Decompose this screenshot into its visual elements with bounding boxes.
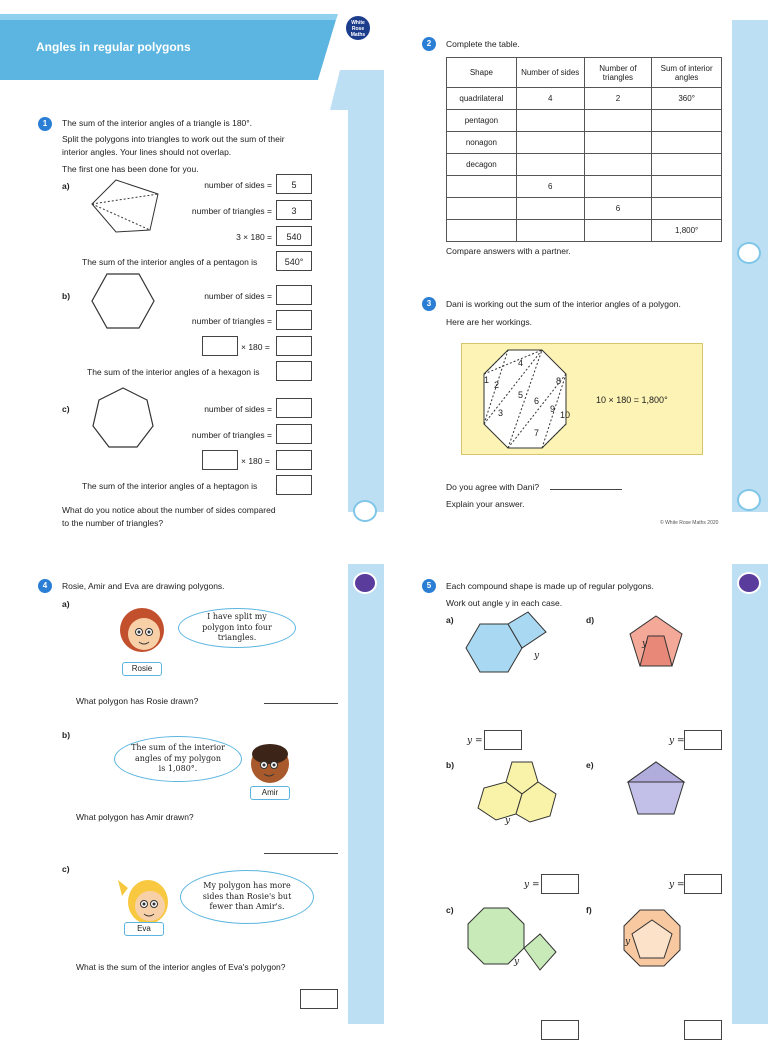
eva-name-tag: Eva	[124, 922, 164, 936]
amir-speech-bubble: The sum of the interior angles of my polygon is 1,080°.	[114, 736, 242, 782]
question-4-panel	[0, 512, 384, 1024]
three-pentagons-shape	[464, 760, 564, 830]
part-label: b)	[62, 730, 71, 740]
sides-label: number of sides =	[204, 291, 272, 301]
workings-number: 1	[484, 375, 490, 385]
table-cell[interactable]	[652, 198, 722, 220]
table-header: Number of triangles	[584, 58, 652, 88]
hexagon-shape	[90, 272, 156, 332]
table-cell[interactable]	[652, 154, 722, 176]
table-cell[interactable]	[516, 198, 584, 220]
sidebar-strip	[348, 110, 384, 512]
q5-intro-line: Work out angle y in each case.	[446, 598, 563, 608]
table-cell: 1,800°	[652, 220, 722, 242]
decagon-split-shape	[480, 348, 570, 452]
table-row	[447, 132, 722, 154]
table-cell[interactable]	[652, 110, 722, 132]
triangles-input[interactable]	[276, 424, 312, 444]
question-number: 2	[422, 37, 436, 51]
sidebar-strip	[348, 564, 384, 1024]
table-cell: quadrilateral	[447, 88, 517, 110]
part-label: e)	[586, 760, 594, 770]
copyright: © White Rose Maths 2020	[660, 520, 719, 526]
polygon-table	[446, 57, 722, 242]
part-label: a)	[62, 599, 70, 609]
table-cell[interactable]	[584, 220, 652, 242]
angle-b-input[interactable]	[541, 874, 579, 894]
table-header: Shape	[447, 58, 517, 88]
q3-intro-line: Dani is working out the sum of the interior angles of a polygon.	[446, 299, 681, 309]
calc-answer: 540	[276, 226, 312, 246]
q4-intro: Rosie, Amir and Eva are drawing polygons.	[62, 581, 225, 591]
pentagon-triangle-shape	[626, 612, 686, 672]
angle-y-label: y	[514, 957, 520, 967]
eva-speech-bubble: My polygon has more sides than Rosie's but fewer than Amir's.	[180, 870, 314, 924]
multiplier-input[interactable]	[202, 336, 238, 356]
sum-input[interactable]	[276, 361, 312, 381]
q5-intro-line: Each compound shape is made up of regular polygons.	[446, 581, 654, 591]
eq-label: y =	[524, 880, 540, 890]
amir-question: What polygon has Amir drawn?	[76, 812, 194, 822]
rosie-speech-bubble: I have split my polygon into four triangles.	[178, 608, 296, 648]
table-cell: decagon	[447, 154, 517, 176]
angle-e-input[interactable]	[684, 874, 722, 894]
notice-line: to the number of triangles?	[62, 518, 164, 528]
part-label: b)	[62, 291, 71, 301]
rosie-answer-line[interactable]	[264, 703, 338, 704]
workings-number: 3	[498, 408, 504, 418]
agree-question: Do you agree with Dani?	[446, 482, 540, 492]
table-row	[447, 176, 722, 198]
table-header: Sum of interior angles	[652, 58, 722, 88]
table-cell[interactable]	[584, 110, 652, 132]
triangles-label: number of triangles =	[191, 430, 272, 440]
sides-label: number of sides =	[204, 180, 272, 190]
question-number: 1	[38, 117, 52, 131]
table-cell: 2	[584, 88, 652, 110]
workings-equation: 10 × 180 = 1,800°	[596, 395, 668, 405]
times-label: × 180 =	[241, 342, 270, 352]
sides-label: number of sides =	[204, 404, 272, 414]
table-header: Number of sides	[516, 58, 584, 88]
sides-input[interactable]	[276, 285, 312, 305]
triangles-label: number of triangles =	[191, 316, 272, 326]
eq-label: y =	[669, 880, 685, 890]
q2-prompt: Complete the table.	[446, 39, 520, 49]
white-rose-logo: White Rose Maths	[344, 14, 372, 42]
part-label: b)	[446, 760, 455, 770]
table-cell: 6	[516, 176, 584, 198]
question-number: 3	[422, 297, 436, 311]
reason-icon	[353, 572, 377, 594]
workings-number: 10	[560, 410, 571, 420]
sides-answer: 5	[276, 174, 312, 194]
angle-y-label: y	[625, 937, 631, 947]
hexagon-square-shape	[464, 610, 564, 680]
table-cell[interactable]	[516, 220, 584, 242]
triangles-answer: 3	[276, 200, 312, 220]
question-number: 5	[422, 579, 436, 593]
question-5-panel	[384, 512, 768, 1024]
table-row	[447, 154, 722, 176]
times-label: × 180 =	[241, 456, 270, 466]
table-row	[447, 110, 722, 132]
triangles-input[interactable]	[276, 310, 312, 330]
pentagon-triangle-e-shape	[624, 758, 688, 818]
amir-name-tag: Amir	[250, 786, 290, 800]
table-cell: 360°	[652, 88, 722, 110]
part-label: c)	[62, 864, 70, 874]
workings-number: 7	[534, 428, 540, 438]
workings-number: 4	[518, 358, 524, 368]
discuss-icon	[737, 489, 761, 511]
table-cell: 4	[516, 88, 584, 110]
table-cell[interactable]	[584, 132, 652, 154]
part-label: f)	[586, 905, 592, 915]
rosie-face-icon	[118, 604, 166, 654]
product-input[interactable]	[276, 450, 312, 470]
rosie-name-tag: Rosie	[122, 662, 162, 676]
part-label: c)	[446, 905, 454, 915]
q3-intro-line: Here are her workings.	[446, 317, 532, 327]
table-cell: nonagon	[447, 132, 517, 154]
notice-line: What do you notice about the number of sides compared	[62, 505, 276, 515]
rosie-question: What polygon has Rosie drawn?	[76, 696, 199, 706]
multiplier-input[interactable]	[202, 450, 238, 470]
amir-face-icon	[248, 740, 292, 784]
table-cell: 6	[584, 198, 652, 220]
sum-answer: 540°	[276, 251, 312, 271]
workings-number: 2	[494, 380, 500, 390]
table-cell[interactable]	[516, 154, 584, 176]
angle-y-label: y	[534, 651, 540, 661]
product-input[interactable]	[276, 336, 312, 356]
table-cell[interactable]	[447, 198, 517, 220]
part-label: d)	[586, 615, 595, 625]
table-cell[interactable]	[584, 154, 652, 176]
table-row	[447, 88, 722, 110]
q1-intro-line: interior angles. Your lines should not overlap.	[62, 147, 232, 157]
table-cell: pentagon	[447, 110, 517, 132]
eva-answer-box[interactable]	[300, 989, 338, 1009]
table-cell[interactable]	[652, 132, 722, 154]
eq-label: y =	[467, 736, 483, 746]
table-cell[interactable]	[516, 110, 584, 132]
part-label: a)	[446, 615, 454, 625]
workings-number: 9	[550, 404, 556, 414]
workings-number: 8	[556, 376, 562, 386]
sum-sentence: The sum of the interior angles of a pentagon is	[82, 257, 258, 267]
angle-a-input[interactable]	[484, 730, 522, 750]
angle-y-label: y	[642, 639, 648, 649]
heptagon-shape	[90, 386, 156, 450]
table-row	[447, 220, 722, 242]
workings-number: 5	[518, 390, 524, 400]
sum-sentence: The sum of the interior angles of a hexagon is	[87, 367, 260, 377]
table-cell[interactable]	[447, 176, 517, 198]
q1-intro-line: Split the polygons into triangles to work out the sum of their	[62, 134, 285, 144]
part-label: c)	[62, 404, 70, 414]
page-title: Angles in regular polygons	[36, 40, 191, 54]
angle-f-input[interactable]	[684, 1020, 722, 1040]
sidebar-strip	[732, 564, 768, 1024]
eq-label: y =	[669, 736, 685, 746]
calc-label: 3 × 180 =	[236, 232, 272, 242]
table-cell[interactable]	[584, 176, 652, 198]
compare-text: Compare answers with a partner.	[446, 246, 571, 256]
angle-d-input[interactable]	[684, 730, 722, 750]
header-band	[0, 14, 384, 114]
eva-question: What is the sum of the interior angles of Eva's polygon?	[76, 962, 286, 972]
table-cell[interactable]	[516, 132, 584, 154]
table-cell[interactable]	[447, 220, 517, 242]
table-cell[interactable]	[652, 176, 722, 198]
q1-intro-line: The first one has been done for you.	[62, 164, 199, 174]
eva-face-icon	[116, 870, 172, 930]
workings-number: 6	[534, 396, 540, 406]
reason-icon	[737, 572, 761, 594]
question-number: 4	[38, 579, 52, 593]
discuss-icon	[737, 242, 761, 264]
sum-input[interactable]	[276, 475, 312, 495]
agree-answer-line[interactable]	[550, 489, 622, 490]
angle-y-label: y	[505, 816, 511, 826]
sides-input[interactable]	[276, 398, 312, 418]
sidebar-strip	[732, 20, 768, 512]
amir-answer-line[interactable]	[264, 853, 338, 854]
angle-c-input[interactable]	[541, 1020, 579, 1040]
question-1-panel	[0, 0, 384, 528]
sum-sentence: The sum of the interior angles of a heptagon is	[82, 481, 258, 491]
explain-prompt: Explain your answer.	[446, 499, 525, 509]
part-label: a)	[62, 181, 70, 191]
pentagon-split-shape	[88, 176, 168, 236]
table-row	[447, 198, 722, 220]
question-2-3-panel	[384, 0, 768, 526]
q1-intro-line: The sum of the interior angles of a triangle is 180°.	[62, 118, 253, 128]
triangles-label: number of triangles =	[191, 206, 272, 216]
